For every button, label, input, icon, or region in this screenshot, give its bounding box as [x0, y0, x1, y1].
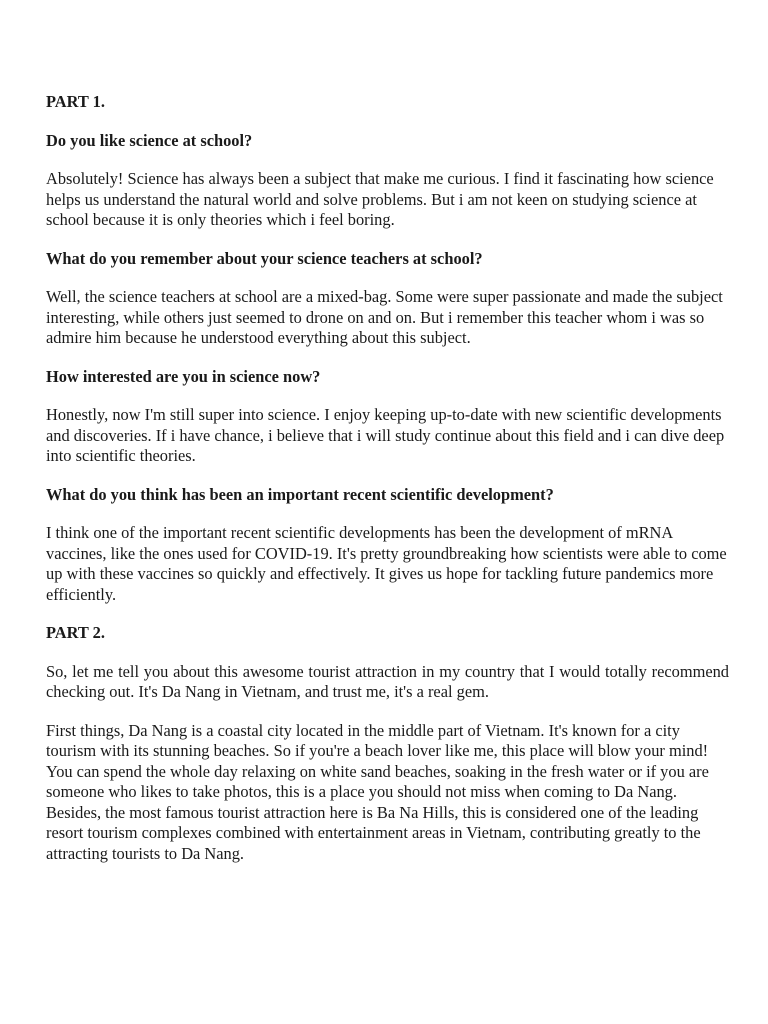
document-page — [46, 92, 729, 882]
part2-heading: PART 2. — [46, 623, 105, 642]
answer-2: Well, the science teachers at school are a mixed-bag. Some were super passionate and made the subject interesting, while others just seemed to drone on and on. But i remember this teacher whom i was so admire him because he understood everything about this subject. — [46, 287, 723, 347]
answer-3: Honestly, now I'm still super into science. I enjoy keeping up-to-date with new scientific developments and discoveries. If i have chance, i believe that i will study continue about this field and i can dive deep into scientific theories. — [46, 405, 725, 465]
answer-1: Absolutely! Science has always been a subject that make me curious. I find it fascinating how science helps us understand the natural world and solve problems. But i am not keen on studying science at school because it is only theories which i feel boring. — [46, 169, 714, 229]
question-1: Do you like science at school? — [46, 130, 253, 150]
part2-paragraph-1: So, let me tell you about this awesome tourist attraction in my country that I would totally recommend checking out. It's Da Nang in Vietnam, and trust me, it's a real gem. — [46, 661, 729, 701]
answer-4: I think one of the important recent scientific developments has been the development of mRNA vaccines, like the ones used for COVID-19. It's pretty groundbreaking how scientists were able to come up with these vaccines so quickly and effectively. It gives us hope for tackling future pandemics more efficiently. — [46, 523, 727, 604]
part2-paragraph-2: First things, Da Nang is a coastal city located in the middle part of Vietnam. It's known for a city tourism with its stunning beaches. So if you're a beach lover like me, this place will blow your mind! You can spend the whole day relaxing on white sand beaches, soaking in the fresh water or if you are someone who likes to take photos, this is a place you should not miss when coming to Da Nang. Besides, the most famous tourist attraction here is Ba Na Hills, this is considered one of the leading resort tourism complexes combined with entertainment areas in Vietnam, contributing greatly to the attracting tourists to Da Nang. — [46, 720, 709, 863]
question-2: What do you remember about your science teachers at school? — [46, 248, 483, 268]
part1-heading: PART 1. — [46, 92, 105, 111]
question-3: How interested are you in science now? — [46, 366, 321, 386]
question-4: What do you think has been an important recent scientific development? — [46, 484, 554, 504]
